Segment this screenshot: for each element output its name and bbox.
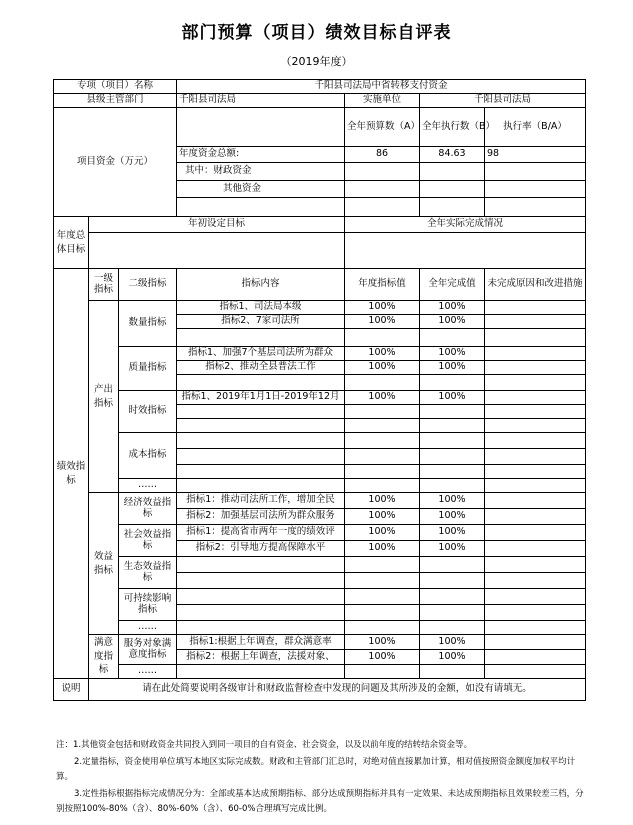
table-row-annual (345, 589, 420, 605)
table-row-annual (345, 605, 420, 621)
table-row-content: 指标2、推动全县普法工作 (177, 361, 345, 375)
table-row-reason (485, 605, 586, 621)
table-row-done (420, 479, 485, 493)
funds-col-a: 全年预算数（A） (345, 108, 420, 147)
overall-target-label: 年度总体目标 (54, 217, 89, 269)
content-header: 指标内容 (177, 269, 345, 301)
annual-target-header: 年度指标值 (345, 269, 420, 301)
table-row-done (420, 449, 485, 465)
table-row-content: 指标1、2019年1月1日-2019年12月 (177, 391, 345, 405)
table-row-content: 指标1：推动司法所工作，增加全民 (177, 493, 345, 509)
table-row-reason (485, 329, 586, 347)
funds-empty-b (420, 198, 485, 217)
table-row-annual (345, 433, 420, 449)
table-row-annual: 100% (345, 301, 420, 315)
table-row-content (177, 375, 345, 391)
funds-blank (177, 108, 345, 147)
funds-other-b (420, 181, 485, 198)
fiscal-year: （2019年度） (280, 55, 353, 68)
table-row-done: 100% (420, 301, 485, 315)
table-row-reason (485, 419, 586, 433)
table-row-annual (345, 405, 420, 419)
table-row-done (420, 589, 485, 605)
evaluation-table (53, 79, 586, 701)
table-row-content (177, 557, 345, 573)
table-row-annual: 100% (345, 541, 420, 557)
table-row-content (177, 405, 345, 419)
table-row-reason (485, 650, 586, 665)
table-row-annual: 100% (345, 347, 420, 361)
table-row-content: 指标1：提高省市两年一度的绩效评 (177, 525, 345, 541)
funds-fiscal-a (345, 163, 420, 181)
table-row-reason (485, 433, 586, 449)
overall-actual-value (345, 233, 586, 269)
table-row-annual (345, 465, 420, 479)
funds-fiscal-label: 其中：财政资金 (177, 163, 345, 181)
table-row-reason (485, 479, 586, 493)
table-row-reason (485, 465, 586, 479)
reason-header: 未完成原因和改进措施 (485, 269, 586, 301)
table-row-done (420, 433, 485, 449)
project-name-value: 千阳县司法局中省转移支付资金 (177, 80, 586, 94)
table-row-content: 指标2：引导地方提高保障水平 (177, 541, 345, 557)
table-row-content (177, 589, 345, 605)
completed-header: 全年完成值 (420, 269, 485, 301)
table-row-annual (345, 449, 420, 465)
table-row-done: 100% (420, 525, 485, 541)
level2-header: 二级指标 (119, 269, 177, 301)
social-indicator-label: 社会效益指标 (119, 525, 177, 557)
quantity-indicator-label: 数量指标 (119, 301, 177, 347)
table-row-reason (485, 301, 586, 315)
performance-label: 绩效指标 (54, 269, 89, 679)
funds-empty-label (177, 198, 345, 217)
remark-label: 说明 (54, 679, 89, 701)
funds-other-a (345, 181, 420, 198)
quality-indicator-label: 质量指标 (119, 347, 177, 391)
table-row-annual (345, 573, 420, 589)
table-row-annual: 100% (345, 391, 420, 405)
project-name-label: 专项（项目）名称 (54, 80, 177, 94)
cost-indicator-label: 成本指标 (119, 433, 177, 479)
table-row-reason (485, 557, 586, 573)
table-row-content: 指标2：加强基层司法所为群众服务 (177, 509, 345, 525)
table-row-content (177, 449, 345, 465)
table-row-annual (345, 557, 420, 573)
table-row-annual: 100% (345, 493, 420, 509)
table-row-done (420, 329, 485, 347)
funds-total-b: 84.63 (420, 147, 485, 163)
table-row-done: 100% (420, 347, 485, 361)
overall-initial-value (89, 233, 345, 269)
table-row-done (420, 375, 485, 391)
table-row-reason (485, 493, 586, 509)
funds-col-b: 全年执行数（B） (420, 108, 485, 147)
overall-actual-header: 全年实际完成情况 (345, 217, 586, 233)
table-row-done (420, 605, 485, 621)
table-row-annual (345, 329, 420, 347)
table-row-done: 100% (420, 650, 485, 665)
funds-total-a: 86 (345, 147, 420, 163)
table-row-annual (345, 419, 420, 433)
benefit-ellipsis: …… (119, 621, 177, 635)
funds-label: 项目资金（万元） (54, 108, 177, 217)
footnotes (56, 738, 586, 818)
table-row-done (420, 405, 485, 419)
funds-fiscal-b (420, 163, 485, 181)
footnote-3: 3.定性指标根据指标完成情况分为：全部或基本达成预期指标、部分达成预期指标并具有一定效果、未达成预期指标且效果较差三档，分别按照100%-80%（含）、80%-60%（含）、60-0%合理填写完成比例。 (56, 788, 584, 814)
funds-fiscal-rate (485, 163, 586, 181)
table-row-annual (345, 621, 420, 635)
table-row-annual (345, 665, 420, 679)
table-row-content: 指标2、7家司法所 (177, 315, 345, 329)
table-row-reason (485, 541, 586, 557)
table-row-done (420, 465, 485, 479)
table-row-reason (485, 621, 586, 635)
table-row-reason (485, 347, 586, 361)
table-row-content: 指标1、加强7个基层司法所为群众 (177, 347, 345, 361)
sustainable-indicator-label: 可持续影响指标 (119, 589, 177, 621)
table-row-content (177, 329, 345, 347)
service-satisfaction-label: 服务对象满意度指标 (119, 635, 177, 665)
table-row-reason (485, 315, 586, 329)
table-row-done (420, 557, 485, 573)
table-row-done (420, 419, 485, 433)
output-indicator-label: 产出指标 (89, 301, 119, 493)
table-row-content (177, 419, 345, 433)
table-row-reason (485, 525, 586, 541)
funds-empty-rate (485, 198, 586, 217)
funds-total-rate: 98 (485, 147, 586, 163)
table-row-reason (485, 635, 586, 650)
implementer-value: 千阳县司法局 (420, 94, 586, 108)
table-row-annual (345, 479, 420, 493)
level1-header: 一级指标 (89, 269, 119, 301)
department-label: 县级主管部门 (54, 94, 177, 108)
table-row-content (177, 665, 345, 679)
table-row-reason (485, 361, 586, 375)
table-row-reason (485, 449, 586, 465)
funds-total-label: 年度资金总额: (177, 147, 345, 163)
funds-other-rate (485, 181, 586, 198)
funds-empty-a (345, 198, 420, 217)
benefit-indicator-label: 效益指标 (89, 493, 119, 635)
remark-text: 请在此处简要说明各级审计和财政监督检查中发现的问题及其所涉及的金额，如没有请填无。 (89, 679, 586, 701)
table-row-done (420, 573, 485, 589)
table-row-done: 100% (420, 541, 485, 557)
table-row-content (177, 479, 345, 493)
table-row-annual: 100% (345, 361, 420, 375)
table-row-reason (485, 589, 586, 605)
department-value: 千阳县司法局 (177, 94, 345, 108)
table-row-content (177, 621, 345, 635)
table-row-done: 100% (420, 315, 485, 329)
table-row-reason (485, 573, 586, 589)
satisfaction-indicator-label: 满意度指标 (89, 635, 119, 679)
table-row-annual: 100% (345, 650, 420, 665)
table-row-content: 指标2：根据上年调查，法援对象、 (177, 650, 345, 665)
output-ellipsis: …… (119, 479, 177, 493)
table-row-reason (485, 391, 586, 405)
table-row-annual: 100% (345, 315, 420, 329)
table-row-annual: 100% (345, 525, 420, 541)
table-row-reason (485, 375, 586, 391)
implementer-label: 实施单位 (345, 94, 420, 108)
table-row-content (177, 573, 345, 589)
table-row-content (177, 605, 345, 621)
table-row-done (420, 665, 485, 679)
table-row-reason (485, 665, 586, 679)
table-row-done: 100% (420, 493, 485, 509)
table-row-done: 100% (420, 509, 485, 525)
table-row-content: 指标1:根据上年调查，群众满意率 (177, 635, 345, 650)
table-row-content (177, 465, 345, 479)
table-row-annual: 100% (345, 635, 420, 650)
footnote-1: 注：1.其他资金包括和财政资金共同投入到同一项目的自有资金、社会资金，以及以前年度的结转结余资金等。 (56, 740, 473, 750)
overall-initial-header: 年初设定目标 (89, 217, 345, 233)
table-row-content: 指标1、司法局本级 (177, 301, 345, 315)
funds-other-label: 其他资金 (177, 181, 345, 198)
table-row-done: 100% (420, 635, 485, 650)
table-row-done (420, 621, 485, 635)
satisfaction-ellipsis: …… (119, 665, 177, 679)
ecological-indicator-label: 生态效益指标 (119, 557, 177, 589)
footnote-2: 2.定量指标，资金使用单位填写本地区实际完成数。财政和主管部门汇总时，对绝对值直接累加计算，相对值按照资金额度加权平均计算。 (56, 756, 576, 782)
table-row-annual (345, 375, 420, 391)
funds-col-rate: 执行率（B/A） (485, 108, 586, 147)
table-row-reason (485, 405, 586, 419)
table-row-content (177, 433, 345, 449)
economic-indicator-label: 经济效益指标 (119, 493, 177, 525)
page-title: 部门预算（项目）绩效目标自评表 (181, 23, 452, 43)
table-row-done: 100% (420, 391, 485, 405)
table-row-done: 100% (420, 361, 485, 375)
table-row-reason (485, 509, 586, 525)
table-row-annual: 100% (345, 509, 420, 525)
timeliness-indicator-label: 时效指标 (119, 391, 177, 433)
